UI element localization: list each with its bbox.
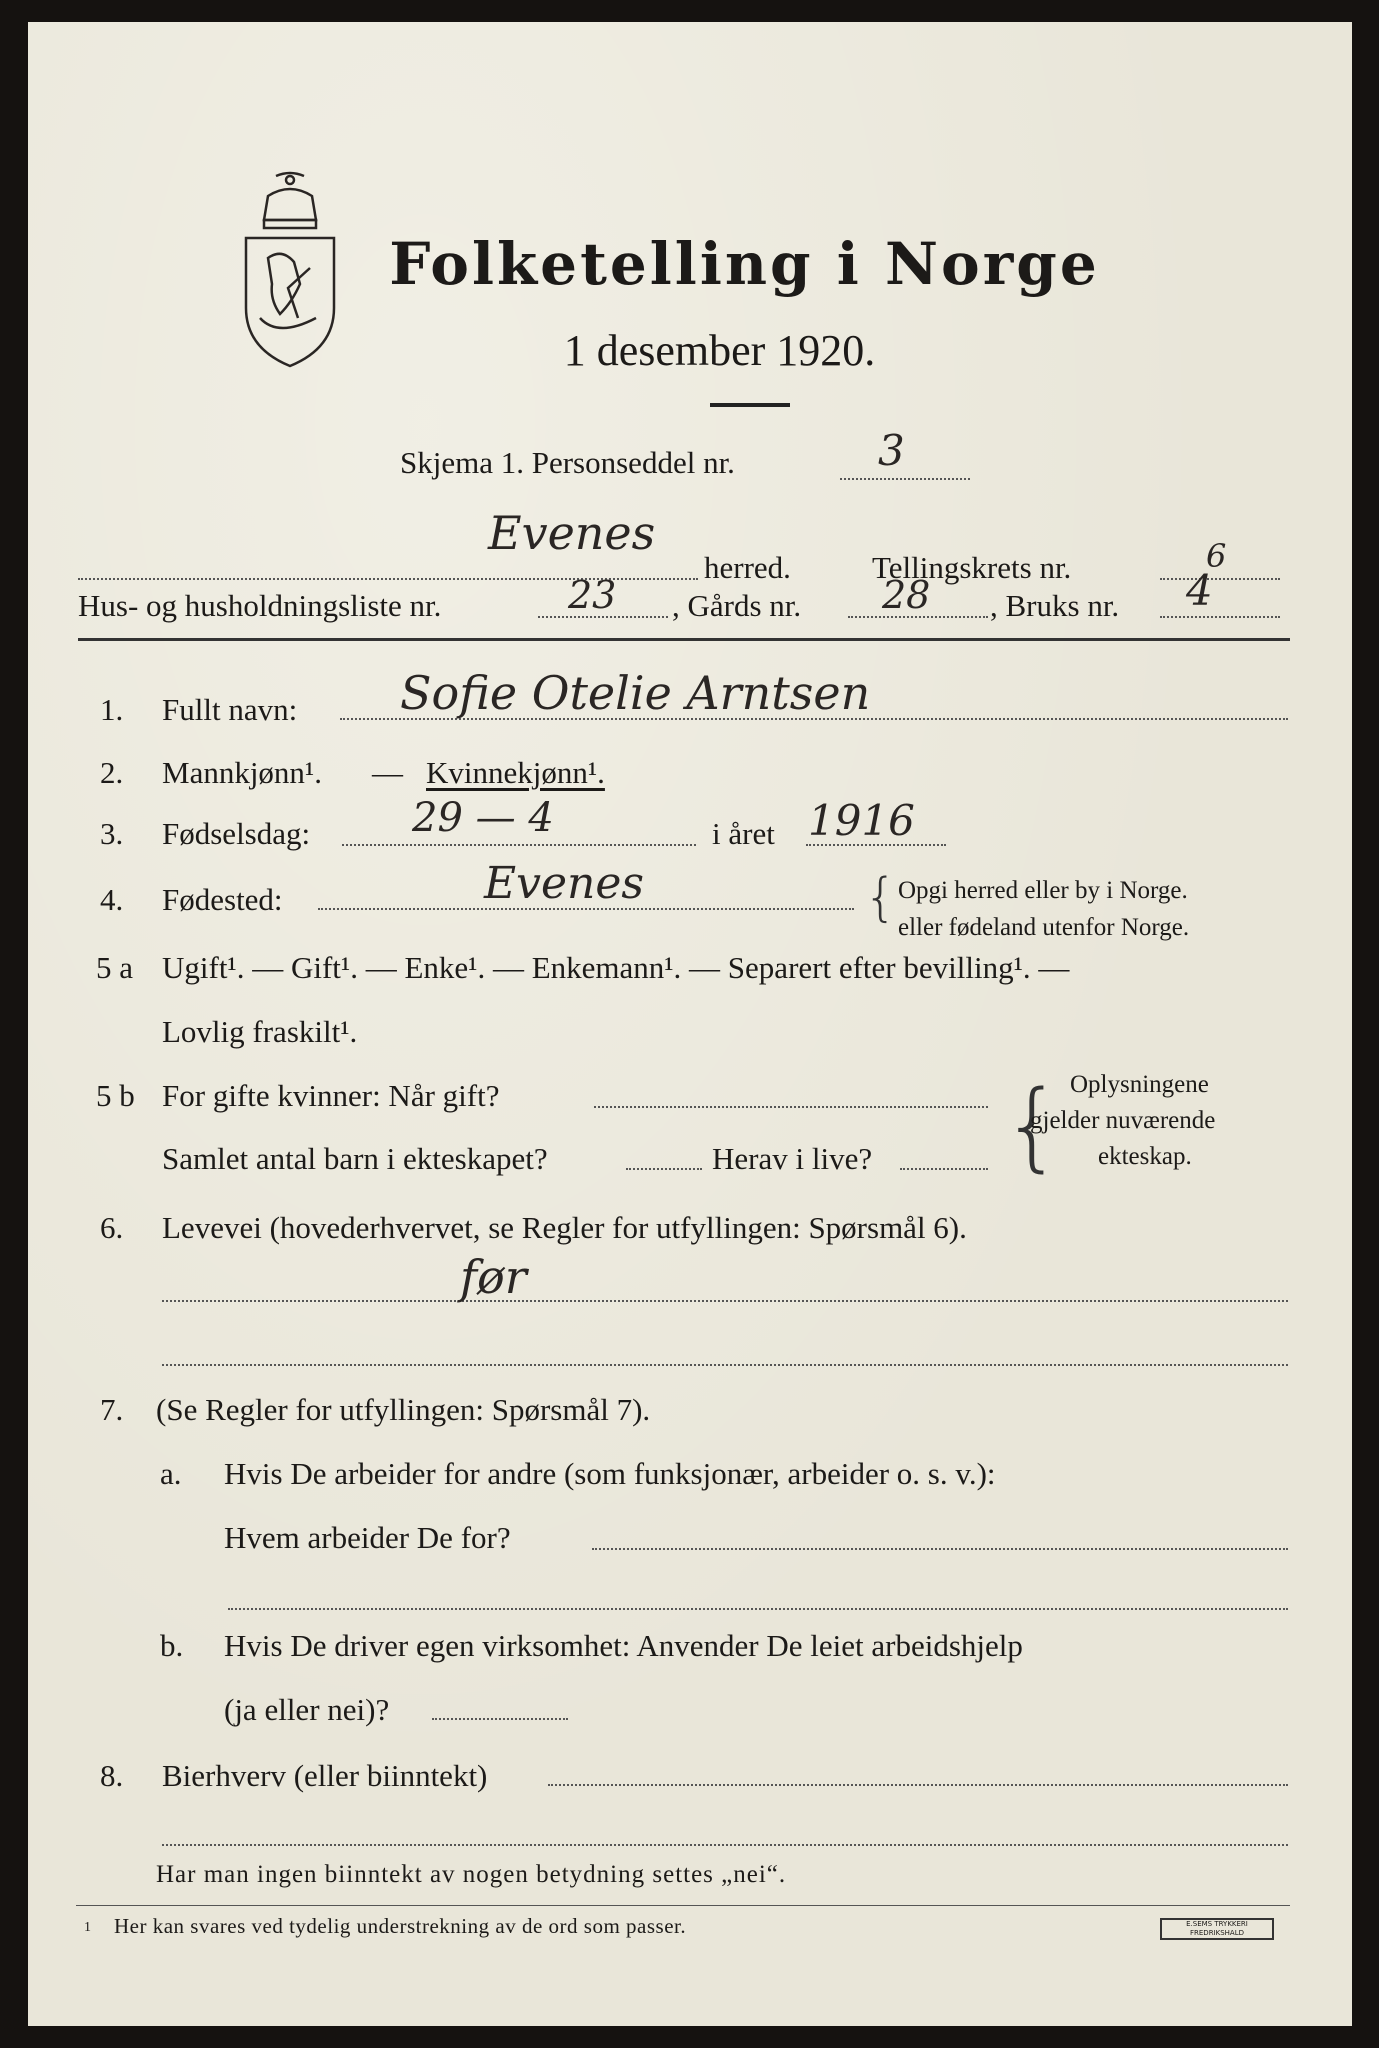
employer-dots-2: [228, 1608, 1288, 1610]
tellingskrets-label: Tellingskrets nr.: [872, 550, 1072, 585]
married-when-dots: [594, 1106, 988, 1108]
children-alive-dots: [900, 1168, 988, 1170]
q5b-brace: {: [1002, 1070, 1064, 1182]
herred-label: herred.: [704, 550, 791, 585]
q4-brace: {: [864, 868, 898, 928]
q6-dots-1: [162, 1300, 1288, 1302]
q5b-number: 5 b: [96, 1078, 135, 1113]
schema-dots: [840, 478, 970, 480]
employer-dots: [592, 1548, 1288, 1550]
side-income-dots: [548, 1784, 1288, 1786]
birth-year-value[interactable]: 1916: [808, 796, 915, 845]
birthplace-value[interactable]: Evenes: [484, 858, 644, 909]
children-count-dots: [626, 1168, 702, 1170]
hired-help-dots: [432, 1718, 568, 1720]
q3-number: 3.: [100, 816, 124, 851]
gender-male[interactable]: Mannkjønn¹.: [162, 755, 322, 790]
gender-dash: —: [372, 755, 403, 790]
children-alive-label: Herav i live?: [712, 1141, 873, 1176]
page-title: Folketelling i Norge: [389, 230, 1100, 298]
full-name-value[interactable]: Sofie Otelie Arntsen: [400, 666, 871, 720]
q5a-number: 5 a: [96, 950, 134, 985]
q2-number: 2.: [100, 755, 124, 790]
gards-label: , Gårds nr.: [672, 588, 802, 623]
side-income-note: Har man ingen biinntekt av nogen betydning settes „nei“.: [156, 1861, 787, 1888]
q7-number: 7.: [100, 1392, 124, 1427]
q7a-line1: Hvis De arbeider for andre (som funksjonær, arbeider o. s. v.):: [224, 1456, 996, 1491]
footnote-rule: [76, 1905, 1290, 1906]
q4-label: Fødested:: [162, 882, 283, 917]
herred-name[interactable]: Evenes: [488, 506, 656, 560]
q8-number: 8.: [100, 1758, 124, 1793]
q7-label: (Se Regler for utfyllingen: Spørsmål 7).: [156, 1392, 651, 1427]
q5b-note-line2: gjelder nuværende: [1030, 1107, 1216, 1134]
q7a-letter: a.: [160, 1456, 182, 1491]
husliste-label: Hus- og husholdningsliste nr.: [78, 588, 442, 623]
q1-label: Fullt navn:: [162, 692, 298, 727]
census-date: 1 desember 1920.: [563, 326, 876, 375]
gender-female-underlined[interactable]: Kvinnekjønn¹.: [426, 755, 605, 790]
q7b-line1: Hvis De driver egen virksomhet: Anvender De leiet arbeidshjelp: [224, 1628, 1023, 1663]
marital-status-divorced[interactable]: Lovlig fraskilt¹.: [162, 1014, 358, 1049]
q7b-line2: (ja eller nei)?: [224, 1692, 390, 1727]
footnote-text: Her kan svares ved tydelig understrekning av de ord som passer.: [114, 1914, 687, 1938]
year-label: i året: [712, 816, 775, 851]
q6-dots-2: [162, 1364, 1288, 1366]
married-when-label: For gifte kvinner: Når gift?: [162, 1078, 500, 1113]
birthday-value[interactable]: 29 — 4: [412, 795, 554, 841]
schema-number[interactable]: 3: [878, 426, 905, 475]
occupation-value[interactable]: før: [460, 1250, 527, 1304]
q4-note-line2: eller fødeland utenfor Norge.: [898, 914, 1190, 941]
bruks-dots: [1160, 616, 1280, 618]
children-count-label: Samlet antal barn i ekteskapet?: [162, 1141, 548, 1176]
q4-note-line1: Opgi herred eller by i Norge.: [898, 877, 1188, 904]
q4-number: 4.: [100, 882, 124, 917]
husliste-number[interactable]: 23: [568, 573, 617, 617]
q7a-line2: Hvem arbeider De for?: [224, 1520, 511, 1555]
printer-stamp-line2: FREDRIKSHALD: [1189, 1929, 1244, 1937]
gards-number[interactable]: 28: [882, 573, 931, 617]
q5b-note-line3: ekteskap.: [1098, 1143, 1192, 1170]
q6-label: Levevei (hovederhvervet, se Regler for utfyllingen: Spørsmål 6).: [162, 1210, 967, 1245]
footnote-marker: 1: [84, 1920, 91, 1935]
q1-number: 1.: [100, 692, 124, 727]
q7b-letter: b.: [160, 1628, 184, 1663]
q8-label: Bierhverv (eller biinntekt): [162, 1758, 488, 1793]
schema-label: Skjema 1. Personseddel nr.: [400, 445, 735, 480]
tellingskrets-dots: [1160, 578, 1280, 580]
q6-number: 6.: [100, 1210, 124, 1245]
q3-dots: [342, 844, 696, 846]
header-rule: [78, 638, 1290, 641]
title-divider: [710, 403, 790, 407]
bruks-label: , Bruks nr.: [990, 588, 1120, 623]
bruks-number[interactable]: 4: [1186, 566, 1213, 615]
side-income-dots-2: [162, 1844, 1288, 1846]
printer-stamp-line1: E.SEMS TRYKKERI: [1186, 1920, 1248, 1928]
q3-label: Fødselsdag:: [162, 816, 311, 851]
tellingskrets-number[interactable]: 6: [1206, 537, 1227, 575]
q5b-note-line1: Oplysningene: [1070, 1071, 1209, 1098]
marital-status-options[interactable]: Ugift¹. — Gift¹. — Enke¹. — Enkemann¹. — Separert efter bevilling¹. —: [162, 950, 1070, 985]
printer-stamp: [1160, 1918, 1274, 1940]
